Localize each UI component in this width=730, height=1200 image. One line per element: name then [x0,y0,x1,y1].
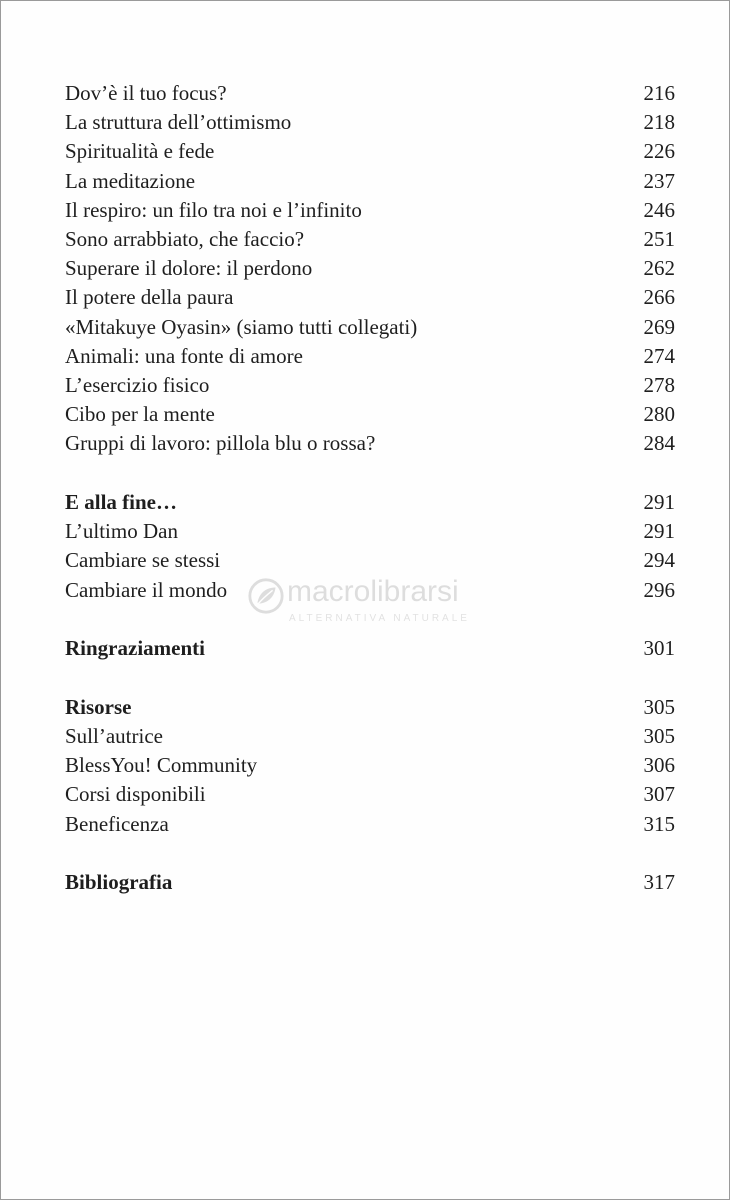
toc-entry-title: Corsi disponibili [65,782,206,807]
toc-entry-title: Animali: una fonte di amore [65,343,303,368]
toc-entry-title: Cambiare se stessi [65,548,221,573]
toc-entry [65,576,675,605]
toc-heading-title: E alla fine… [65,489,178,514]
toc-entry [65,751,675,780]
toc-entry-title: Dov’è il tuo focus? [65,81,227,105]
toc-entry-page: 284 [643,431,675,456]
section-gap [65,839,675,869]
toc-entry [65,137,675,166]
toc-entry-title: Spiritualità e fede [65,139,215,164]
toc-entry [65,400,675,429]
toc-entry-title: Sono arrabbiato, che faccio? [65,226,305,251]
toc-entry-page: 269 [643,314,675,339]
toc-entry-page: 262 [643,256,675,281]
toc-section-heading [65,693,675,722]
toc-entry-title: La struttura dell’ottimismo [65,110,292,135]
toc-entry [65,196,675,225]
section-gap [65,605,675,635]
toc-heading-title: Ringraziamenti [65,636,205,661]
toc-entry-page: 251 [643,226,675,251]
section-gap [65,663,675,693]
toc-entry-title: L’ultimo Dan [65,519,178,544]
toc-entry [65,342,675,371]
toc-entry [65,167,675,196]
section-gap [65,458,675,488]
watermark-brand: macrolibrarsi [287,575,459,608]
toc-entry-title: «Mitakuye Oyasin» (siamo tutti collegati) [65,314,418,339]
toc-entry-title: Cibo per la mente [65,402,215,427]
toc-entry-title: L’esercizio fisico [65,372,210,397]
toc-entry-page: 315 [643,811,675,836]
toc-heading-title: Bibliografia [65,870,173,895]
toc-section-heading [65,634,675,663]
toc-entry [65,313,675,342]
toc-entry-title: Il respiro: un filo tra noi e l’infinito [65,197,362,222]
table-of-contents [65,79,675,898]
toc-entry-page: 274 [643,343,675,368]
toc-entry [65,371,675,400]
toc-entry-page: 306 [643,753,675,778]
toc-entry [65,780,675,809]
toc-entry [65,722,675,751]
toc-entry [65,546,675,575]
toc-heading-page: 301 [643,636,675,661]
toc-heading-page: 291 [643,489,675,514]
toc-heading-page: 305 [643,694,675,719]
toc-entry [65,254,675,283]
toc-entry [65,79,675,108]
toc-entry-page: 291 [643,519,675,544]
toc-entry-title: Sull’autrice [65,724,163,749]
toc-entry [65,810,675,839]
toc-section-heading [65,868,675,897]
toc-entry-page: 296 [643,577,675,602]
toc-entry-page: 218 [643,110,675,135]
toc-entry [65,517,675,546]
toc-entry-title: La meditazione [65,168,196,193]
toc-entry-title: Cambiare il mondo [65,577,228,602]
toc-entry-page: 266 [643,285,675,310]
toc-section-heading [65,488,675,517]
toc-entry-page: 226 [643,139,675,164]
watermark-tagline: ALTERNATIVA NATURALE [289,613,470,624]
toc-entry-title: Il potere della paura [65,285,234,310]
toc-heading-title: Risorse [65,694,132,719]
toc-entry-title: BlessYou! Community [65,753,258,778]
toc-entry [65,108,675,137]
toc-entry [65,283,675,312]
toc-heading-page: 317 [643,870,675,895]
toc-entry [65,429,675,458]
toc-entry-page: 216 [643,81,675,105]
toc-entry-title: Beneficenza [65,811,169,836]
toc-entry-page: 307 [643,782,675,807]
toc-entry-page: 278 [643,372,675,397]
toc-entry-page: 237 [643,168,675,193]
toc-entry-page: 305 [643,724,675,749]
toc-entry-page: 294 [643,548,675,573]
toc-entry [65,225,675,254]
toc-entry-page: 246 [643,197,675,222]
toc-entry-title: Superare il dolore: il perdono [65,256,313,281]
toc-entry-title: Gruppi di lavoro: pillola blu o rossa? [65,431,376,456]
toc-entry-page: 280 [643,402,675,427]
